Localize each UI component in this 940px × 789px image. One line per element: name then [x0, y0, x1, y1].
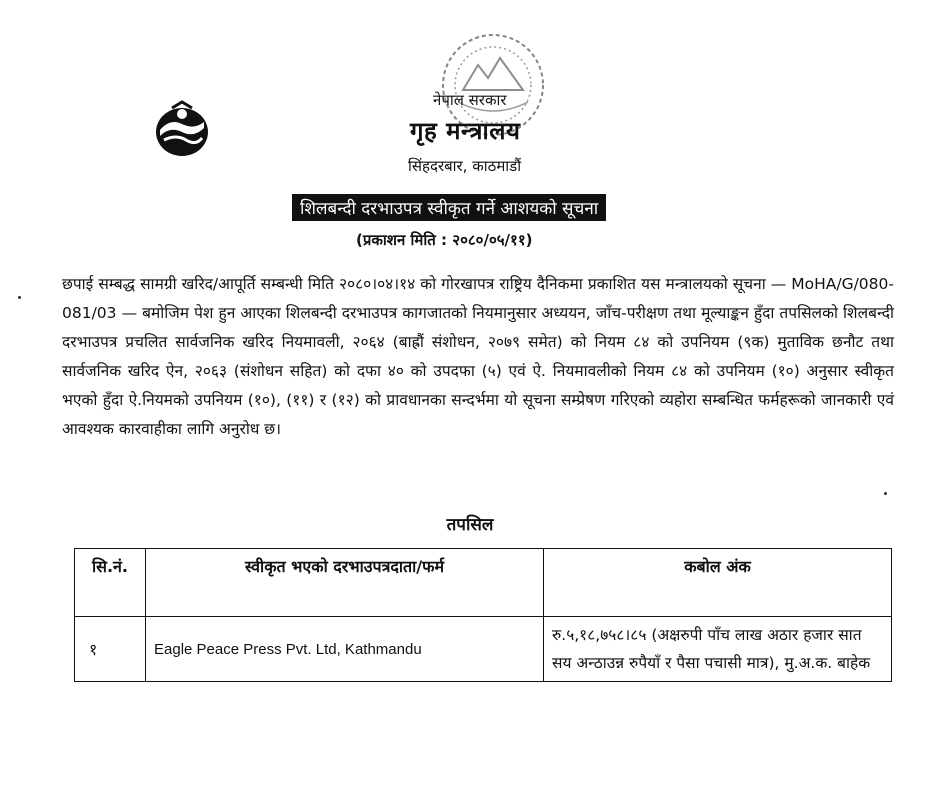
ministry-name: गृह मन्त्रालय — [410, 117, 521, 145]
column-header-firm: स्वीकृत भएको दरभाउपत्रदाता/फर्म — [146, 549, 544, 617]
row-firm-name: Eagle Peace Press Pvt. Ltd, Kathmandu — [146, 617, 544, 682]
table-row — [75, 617, 892, 682]
table-header-row — [75, 549, 892, 617]
row-bid-amount: रु.५,१८,७५८।८५ (अक्षरुपी पाँच लाख अठार हजार सात सय अन्ठाउन्न रुपैयाँ र पैसा पचासी मात्र), मु.अ.क. बाहेक — [544, 617, 892, 682]
publication-date: (प्रकाशन मिति : २०८०/०५/११) — [356, 231, 533, 249]
notice-title-banner: शिलबन्दी दरभाउपत्र स्वीकृत गर्ने आशयको सूचना — [292, 194, 606, 221]
scan-speck — [18, 296, 21, 299]
row-serial-number: १ — [75, 617, 146, 682]
column-header-sn: सि.नं. — [75, 549, 146, 617]
government-name: नेपाल सरकार — [433, 91, 507, 109]
nepal-government-emblem-icon — [150, 100, 214, 160]
notice-body-paragraph: छपाई सम्बद्ध सामग्री खरिद/आपूर्ति सम्बन्धी मिति २०८०।०४।१४ को गोरखापत्र राष्ट्रिय दैनिकमा प्रकाशित यस मन्त्रालयको सूचना — MoHA/G/080-081/03 — बमोजिम पेश हुन आएका शिलबन्दी दरभाउपत्र कागजातको नियमानुसार अध्ययन, जाँच-परीक्षण तथा मूल्याङ्कन हुँदा तपसिलको शिलबन्दी दरभाउपत्र प्रचलित सार्वजनिक खरिद नियमावली, २०६४ (बाह्रौं संशोधन, २०७९ समेत) को नियम ८४ को उपनियम (९क) मुताविक छनौट तथा सार्वजनिक खरिद ऐन, २०६३ (संशोधन सहित) को दफा ४० को उपदफा (५) एवं ऐ. नियमावलीको नियम ८४ को उपनियम (१०) अनुसार स्वीकृत भएको हुँदा ऐ.नियमको उपनियम (१०), (११) र (१२) को प्रावधानका सन्दर्भमा यो सूचना सम्प्रेषण गरिएको व्यहोरा सम्बन्धित फर्महरूको जानकारी एवं आवश्यक कारवाहीका लागि अनुरोध छ। — [62, 275, 894, 438]
scan-speck — [884, 492, 887, 495]
schedule-heading: तपसिल — [446, 515, 494, 535]
column-header-bid-amount: कबोल अंक — [544, 549, 892, 617]
awarded-bidder-table — [74, 548, 892, 682]
ministry-address: सिंहदरबार, काठमाडौं — [408, 157, 522, 175]
